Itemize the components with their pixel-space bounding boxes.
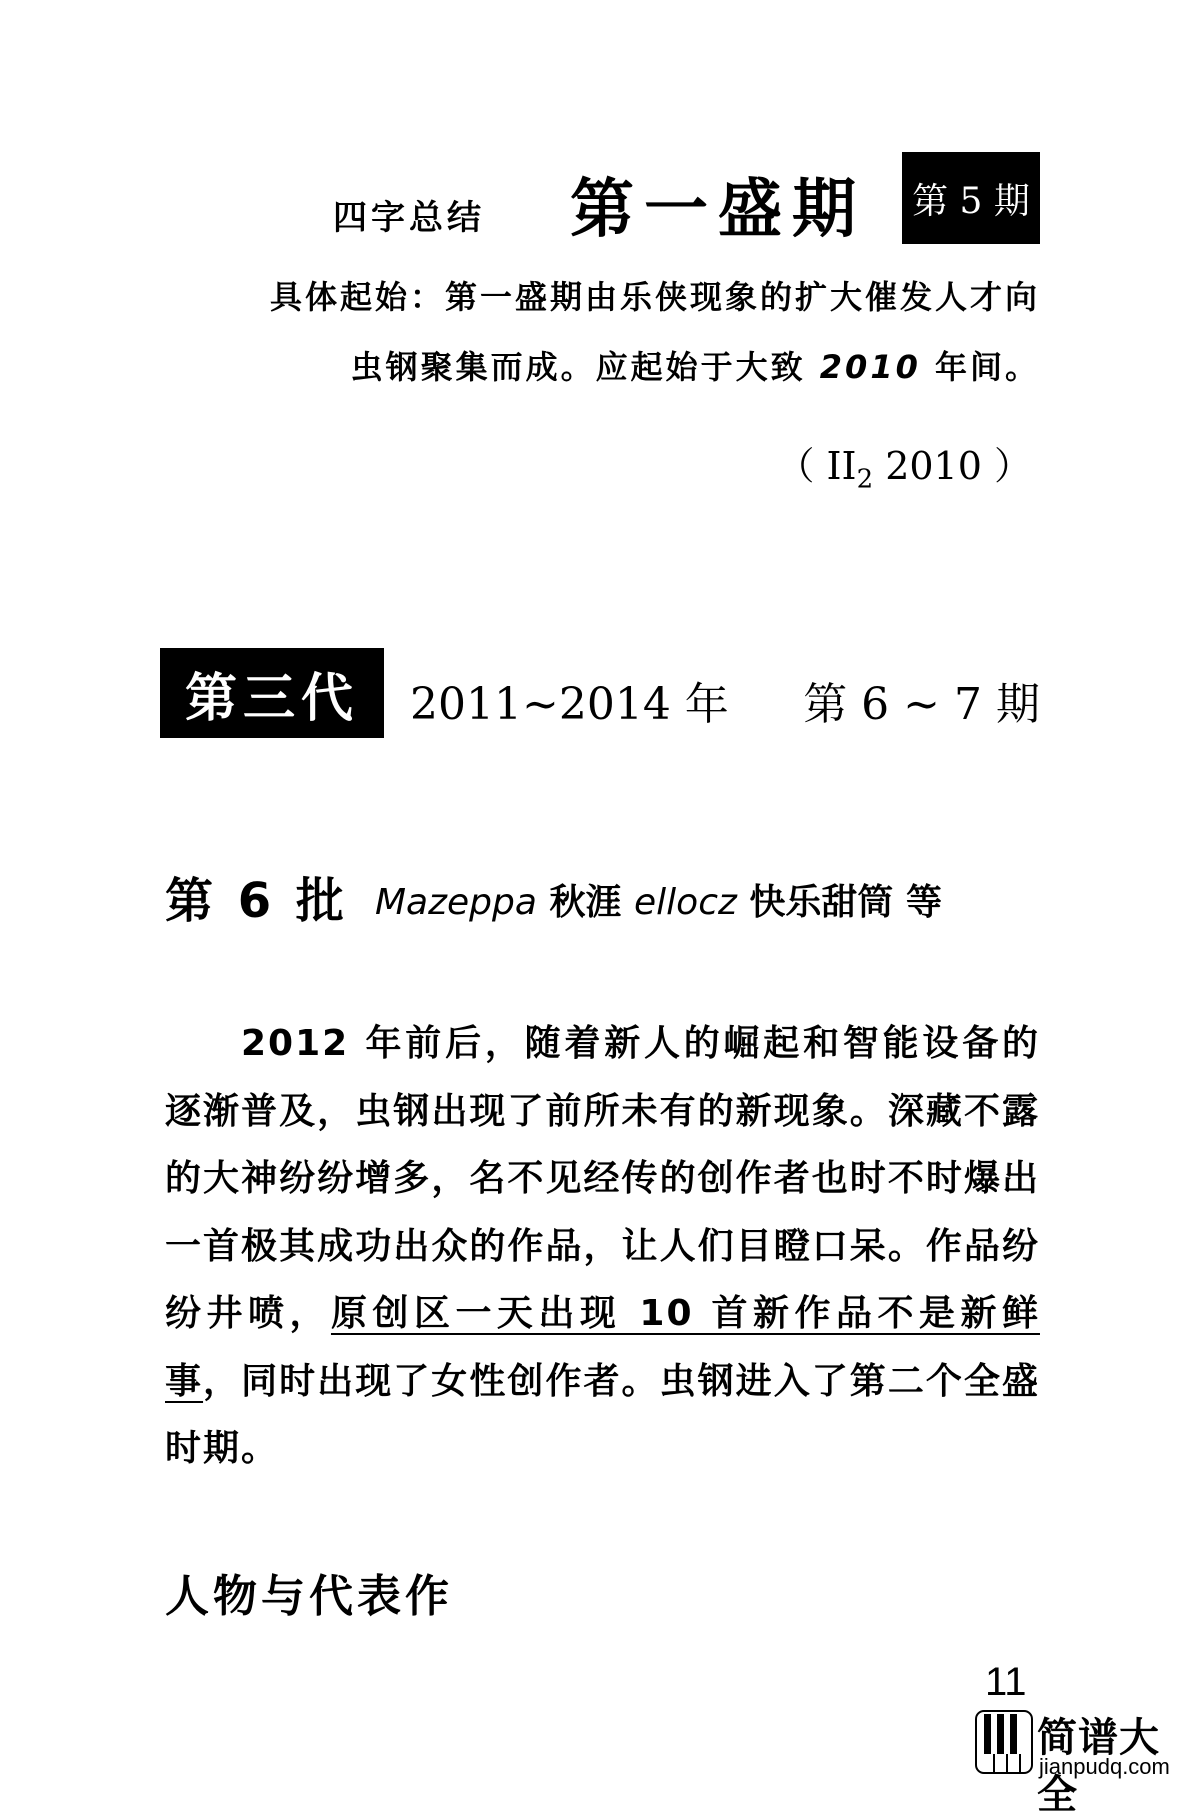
- watermark-cn: 简谱大全: [1037, 1715, 1160, 1818]
- formula-year: 2010 ）: [873, 444, 1032, 488]
- member-mazeppa: Mazeppa: [375, 882, 537, 923]
- start-year: 2010: [819, 348, 921, 386]
- generation-years: 2011~2014 年: [410, 679, 729, 730]
- start-description: [205, 262, 1040, 402]
- body-underlined: 原创区一天出现 10 首新作品不是新鲜事: [165, 1293, 1040, 1402]
- formula-main: （ II: [776, 444, 857, 488]
- start-line-2: [205, 332, 1040, 402]
- watermark-url: jianpudq.com: [1039, 1754, 1170, 1779]
- issue-tag-text: 第 5 期: [912, 180, 1030, 222]
- issue-tag: [902, 152, 1040, 244]
- piano-keys-icon: [975, 1710, 1033, 1774]
- batch-members: [375, 874, 942, 925]
- member-qiuya: 秋涯: [536, 882, 635, 923]
- summary-label: 四字总结: [333, 198, 485, 238]
- generation-label-text: 第三代: [184, 668, 359, 729]
- section-heading: 人物与代表作: [165, 1571, 453, 1622]
- start-line-2-post: 年间。: [920, 348, 1040, 386]
- start-line-1: 具体起始：第一盛期由乐侠现象的扩大催发人才向: [269, 278, 1040, 316]
- generation-issues: 第 6 ~ 7 期: [803, 679, 1040, 730]
- body-text-b: ，同时出现了女性创作者。虫钢进入了第二个全盛时期。: [165, 1360, 1040, 1469]
- batch-label: 第 6 批: [165, 873, 348, 929]
- formula: [776, 435, 1032, 495]
- body-paragraph: [165, 1010, 1040, 1483]
- watermark: [975, 1700, 1200, 1818]
- member-ellocz: ellocz: [634, 882, 737, 923]
- period-title: 第一盛期: [570, 173, 866, 247]
- page-number: 11: [985, 1660, 1027, 1704]
- start-line-2-pre: 虫钢聚集而成。应起始于大致: [350, 348, 820, 386]
- member-others: 快乐甜筒 等: [736, 882, 942, 923]
- generation-label: [160, 648, 384, 738]
- formula-subscript: 2: [856, 464, 874, 495]
- body-text-a: 2012 年前后，随着新人的崛起和智能设备的逐渐普及，虫钢出现了前所未有的新现象。深藏不露的大神纷纷增多，名不见经传的创作者也时不时爆出一首极其成功出众的作品，让人们目瞪口呆。作品纷纷井喷，: [165, 1023, 1040, 1334]
